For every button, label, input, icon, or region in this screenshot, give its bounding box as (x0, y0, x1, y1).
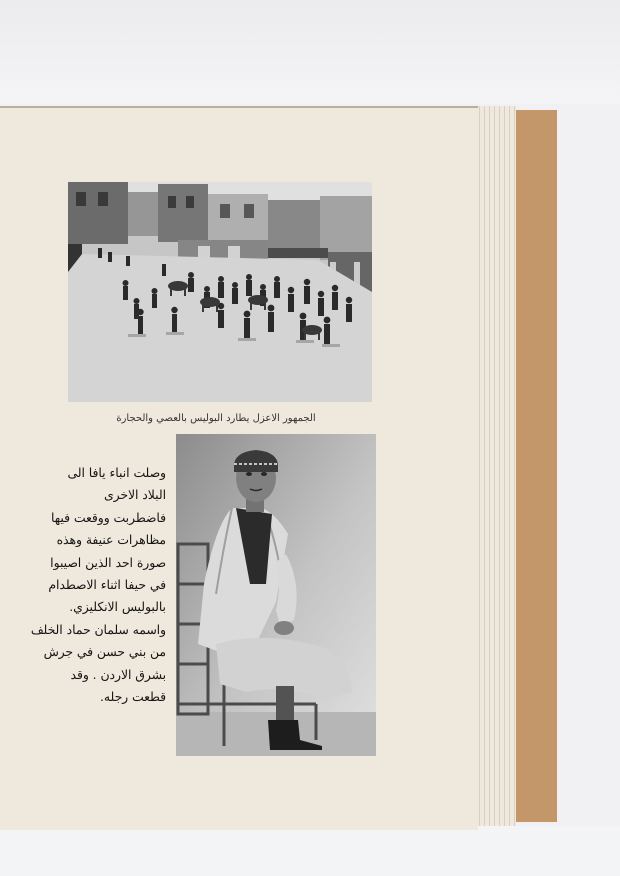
portrait-photo (176, 434, 376, 756)
story-text (30, 462, 166, 708)
story-line: فاضطربت ووقعت فيها (50, 510, 166, 525)
story-line: في حيفا اثناء الاصطدام (48, 577, 166, 592)
story-line: صورة احد الذين اصيبوا (50, 555, 166, 570)
story-line: واسمه سلمان حماد الخلف (30, 622, 166, 637)
story-line: البلاد الاخرى (103, 488, 166, 503)
story-line: بشرق الاردن . وقد (70, 667, 166, 682)
scan-background-bottom (0, 826, 620, 876)
story-line: مظاهرات عنيفة وهذه (56, 533, 166, 548)
story-line: قطعت رجله. (100, 689, 166, 704)
story-line: بالبوليس الانكليزي. (69, 600, 166, 615)
street-crowd-photo (68, 182, 372, 402)
story-line: وصلت انباء يافا الى (67, 466, 166, 480)
scan-background-top (0, 0, 620, 104)
photo-caption: الجمهور الاعزل يطارد البوليس بالعصي والحجارة (116, 413, 316, 424)
story-line: من بني حسن في جرش (43, 645, 166, 660)
